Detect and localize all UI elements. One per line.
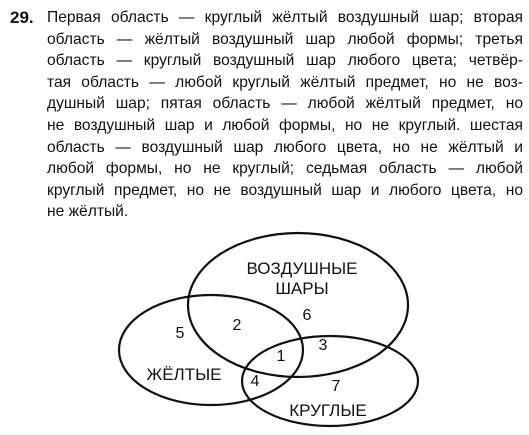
text-line: круглый предмет, но не воздушный шар и любого цвета, но xyxy=(47,181,523,199)
balloons-set-ellipse xyxy=(188,233,408,377)
yellow-set-label: ЖЁЛТЫЕ xyxy=(146,365,222,384)
region-number-4: 4 xyxy=(250,373,260,390)
text-line: тая область — любой круглый жёлтый предмет, но не воз- xyxy=(47,73,523,91)
text-line: область — круглый воздушный шар любого цвета; четвёр- xyxy=(47,52,523,70)
text-line: душный шар; пятая область — любой жёлтый предмет, но xyxy=(47,95,523,113)
region-number-7: 7 xyxy=(331,378,341,395)
text-line: область — жёлтый воздушный шар любой формы; третья xyxy=(47,30,523,48)
text-line: не воздушный шар и любой формы, но не круглый. шестая xyxy=(47,116,523,134)
text-line: Первая область — круглый жёлтый воздушный шар; вторая xyxy=(47,9,523,26)
text-line: область — воздушный шар любого цвета, но не жёлтый и xyxy=(47,138,523,156)
balloons-set-label: ВОЗДУШНЫЕ xyxy=(246,259,358,278)
round-set-label: КРУГЛЫЕ xyxy=(289,401,367,420)
balloons-set-label: ШАРЫ xyxy=(275,279,329,298)
text-line: не жёлтый. xyxy=(47,203,129,221)
region-number-1: 1 xyxy=(276,348,286,365)
region-number-3: 3 xyxy=(318,337,328,354)
problem-number: 29. xyxy=(10,8,34,27)
region-number-2: 2 xyxy=(232,317,242,334)
text-line: любой формы, но не круглый; седьмая область — любой xyxy=(47,160,523,178)
region-number-5: 5 xyxy=(175,325,185,342)
region-number-6: 6 xyxy=(302,307,312,324)
